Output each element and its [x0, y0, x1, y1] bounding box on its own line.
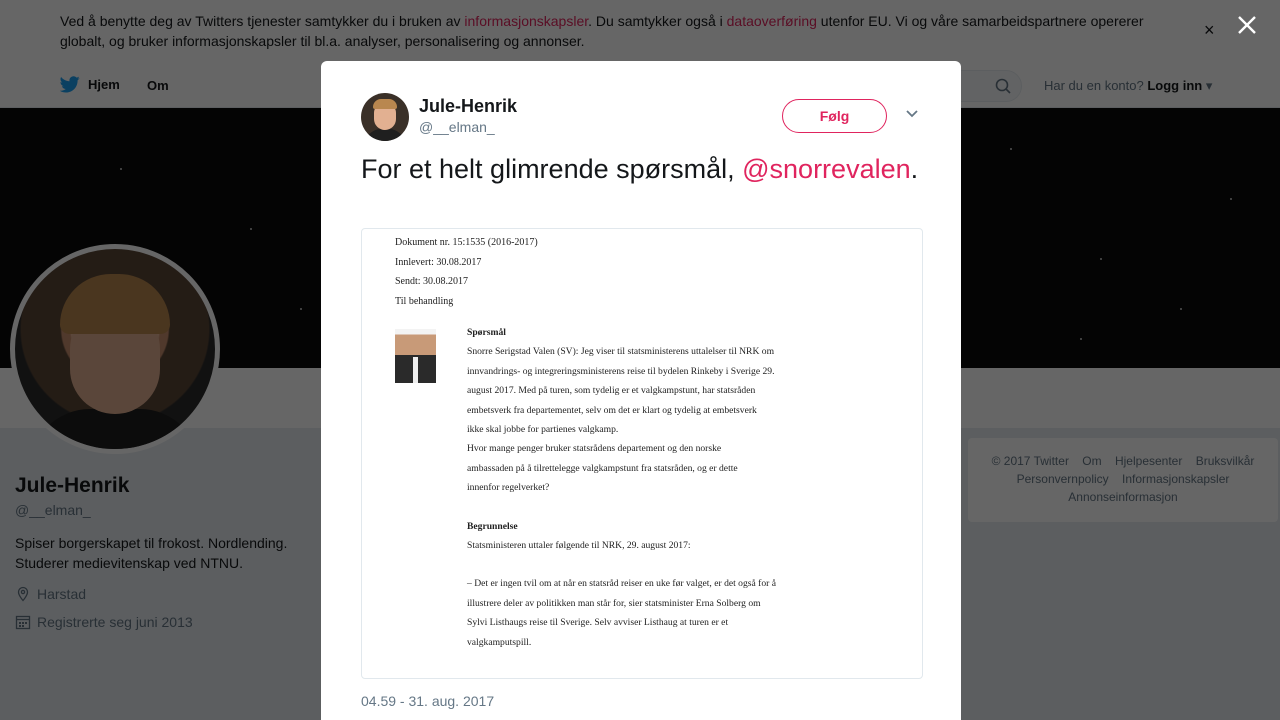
tweet-text-body: For et helt glimrende spørsmål,: [361, 154, 743, 184]
tweet-modal: [321, 61, 961, 720]
tweet-timestamp[interactable]: 04.59 - 31. aug. 2017: [361, 693, 495, 709]
document-line: – Det er ingen tvil om at når en statsråd reiser en uke før valget, er det også for å: [467, 578, 777, 590]
tweet-image-document[interactable]: [361, 228, 923, 679]
document-line: Hvor mange penger bruker statsrådens departement og den norske: [467, 443, 722, 455]
document-line: valgkamputspill.: [467, 636, 532, 648]
document-meta: [395, 233, 538, 311]
document-line: innenfor regelverket?: [467, 482, 550, 494]
document-line: august 2017. Med på turen, som tydelig er et valgkampstunt, har statsråden: [467, 385, 756, 397]
document-line: innvandrings- og integreringsministerens reise til bydelen Rinkeby i Sverige 29.: [467, 365, 775, 377]
chevron-down-icon[interactable]: [905, 109, 919, 119]
document-line: illustrere deler av politikken man står for, sier statsminister Erna Solberg om: [467, 597, 761, 609]
document-body: [467, 323, 827, 652]
document-line: ambassaden på å tilrettelegge valgkampstunt fra statsråden, og er dette: [467, 462, 738, 474]
document-line: Snorre Serigstad Valen (SV): Jeg viser til statsministerens uttalelser til NRK om: [467, 346, 775, 358]
document-line: ikke skal jobbe for partienes valgkamp.: [467, 424, 619, 436]
document-meta-line: Innlevert: 30.08.2017: [395, 256, 482, 268]
document-line: Sylvi Listhaugs reise til Sverige. Selv avviser Listhaug at turen er et: [467, 617, 729, 629]
document-heading: Spørsmål: [467, 327, 506, 338]
document-meta-line: Sendt: 30.08.2017: [395, 276, 469, 287]
document-meta-line: Dokument nr. 15:1535 (2016-2017): [395, 237, 538, 248]
tweet-author-handle[interactable]: @__elman_: [419, 119, 495, 135]
document-line: embetsverk fra departementet, selv om det er klart og tydelig at embetsverk: [467, 404, 757, 416]
tweet-text: [361, 153, 921, 186]
tweet-author-avatar[interactable]: [361, 93, 409, 141]
close-icon[interactable]: [1234, 12, 1260, 38]
tweet-mention-link[interactable]: @snorrevalen: [742, 154, 911, 184]
tweet-text-end: .: [910, 154, 919, 184]
document-line: Statsministeren uttaler følgende til NRK, 29. august 2017:: [467, 540, 691, 552]
tweet-author-name[interactable]: Jule-Henrik: [419, 96, 518, 116]
follow-button[interactable]: Følg: [782, 99, 887, 133]
document-portrait: [395, 329, 436, 383]
document-heading: Begrunnelse: [467, 520, 518, 532]
document-meta-line: Til behandling: [395, 295, 454, 307]
